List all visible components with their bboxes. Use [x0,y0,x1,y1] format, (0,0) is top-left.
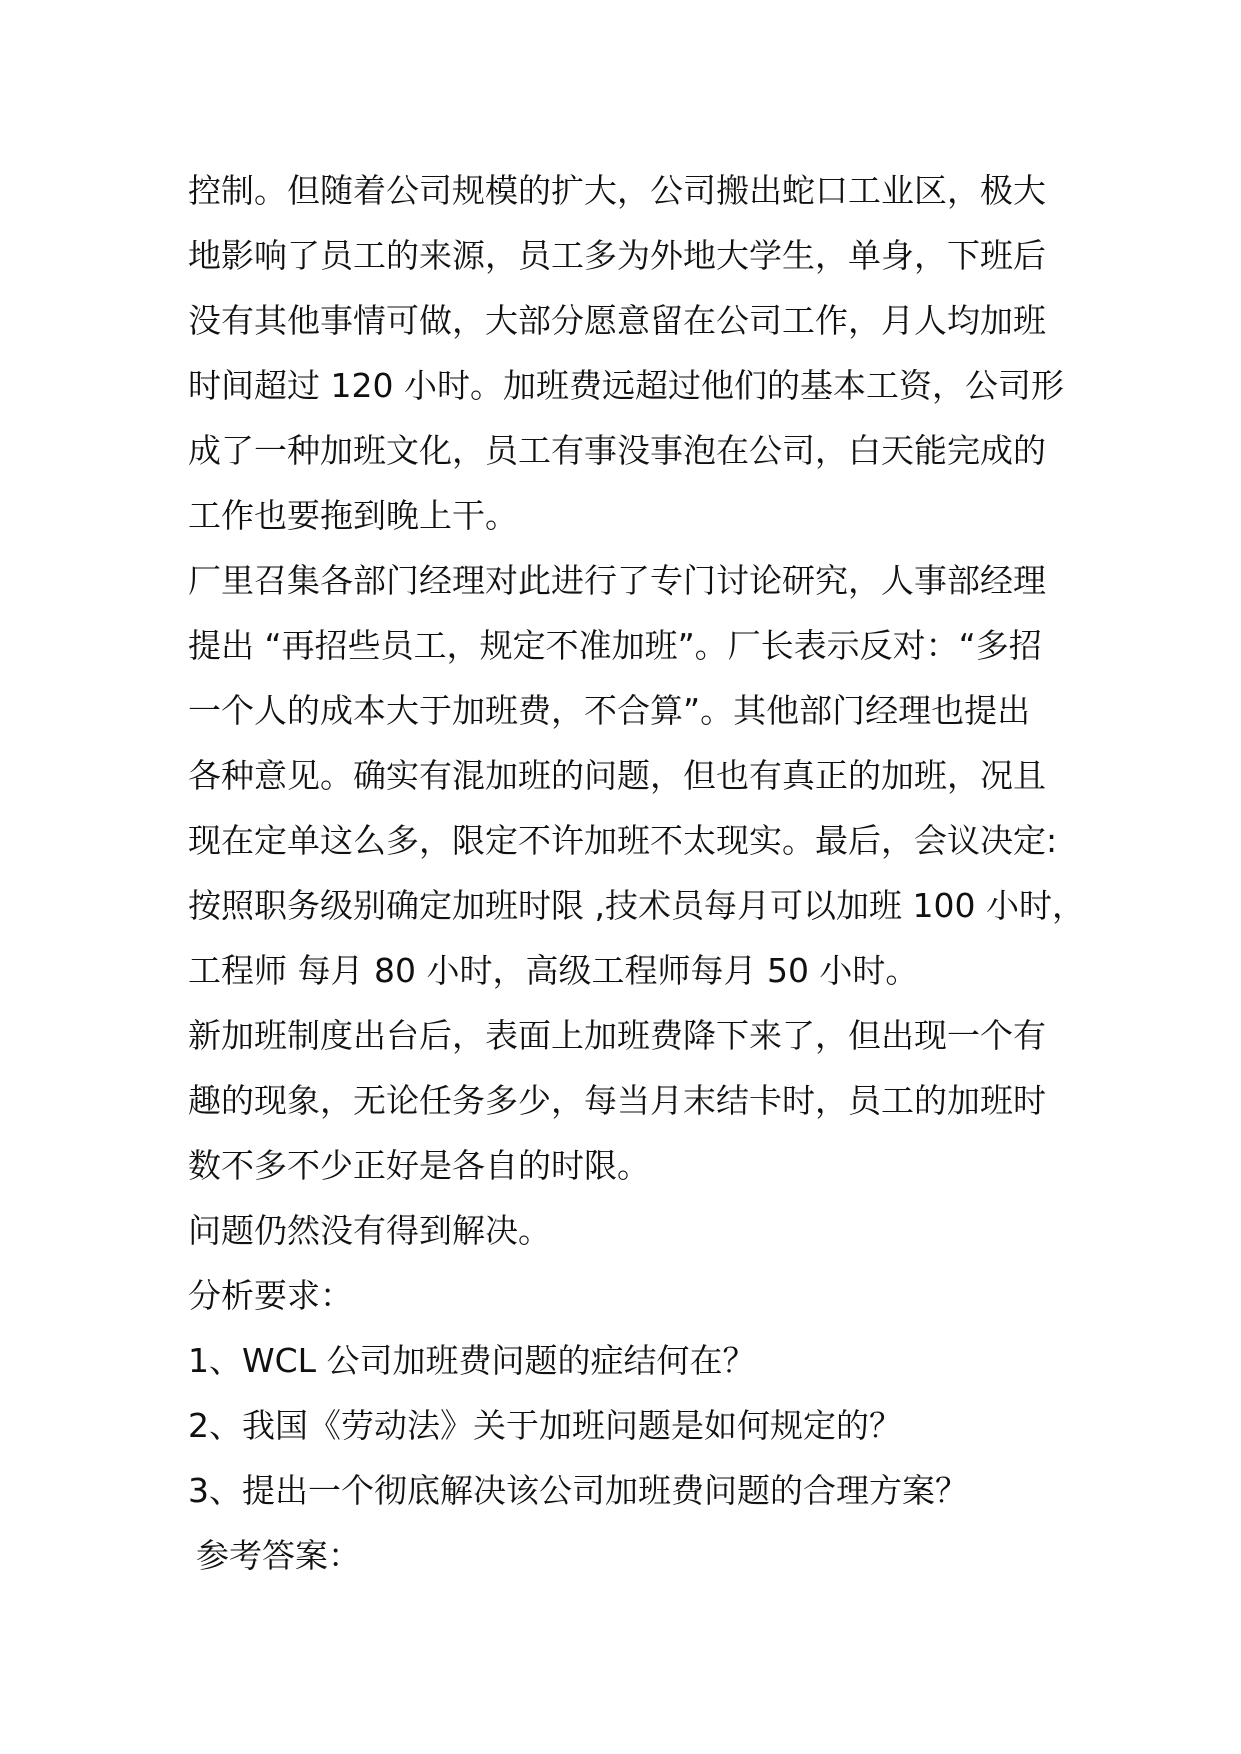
text-line-1: 控制。但随着公司规模的扩大，公司搬出蛇口工业区，极大 [188,171,1046,210]
text-line-20: 2、我国《劳动法》关于加班问题是如何规定的？ [188,1406,902,1445]
text-line-10: 各种意见。确实有混加班的问题，但也有真正的加班，况且 [188,756,1046,795]
text-line-9: 一个人的成本大于加班费，不合算”。其他部门经理也提出 [188,691,1031,730]
document-body [188,158,1088,1588]
text-line-17: 问题仍然没有得到解决。 [188,1211,551,1250]
text-line-16: 数不多不少正好是各自的时限。 [188,1146,650,1185]
text-line-7: 厂里召集各部门经理对此进行了专门讨论研究，人事部经理 [188,561,1046,600]
text-line-3: 没有其他事情可做，大部分愿意留在公司工作，月人均加班 [188,301,1046,340]
text-line-14: 新加班制度出台后，表面上加班费降下来了，但出现一个有 [188,1016,1046,1055]
text-line-13: 工程师 每月 80 小时，高级工程师每月 50 小时。 [188,951,919,990]
text-line-19: 1、WCL 公司加班费问题的症结何在？ [188,1341,756,1380]
text-line-2: 地影响了员工的来源，员工多为外地大学生，单身，下班后 [188,236,1046,275]
text-line-15: 趣的现象，无论任务多少，每当月末结卡时，员工的加班时 [188,1081,1046,1120]
text-line-22: 参考答案： [196,1536,361,1575]
text-line-8: 提出 “再招些员工，规定不准加班”。厂长表示反对：“多招 [188,626,1042,665]
text-line-11: 现在定单这么多，限定不许加班不太现实。最后，会议决定: [188,821,1058,860]
text-line-21: 3、提出一个彻底解决该公司加班费问题的合理方案？ [188,1471,968,1510]
text-line-5: 成了一种加班文化，员工有事没事泡在公司，白天能完成的 [188,431,1046,470]
text-line-18: 分析要求： [188,1276,353,1315]
text-line-6: 工作也要拖到晚上干。 [188,496,518,535]
text-line-4: 时间超过 120 小时。加班费远超过他们的基本工资，公司形 [188,366,1064,405]
text-line-12: 按照职务级别确定加班时限 ,技术员每月可以加班 100 小时， [188,886,1085,925]
